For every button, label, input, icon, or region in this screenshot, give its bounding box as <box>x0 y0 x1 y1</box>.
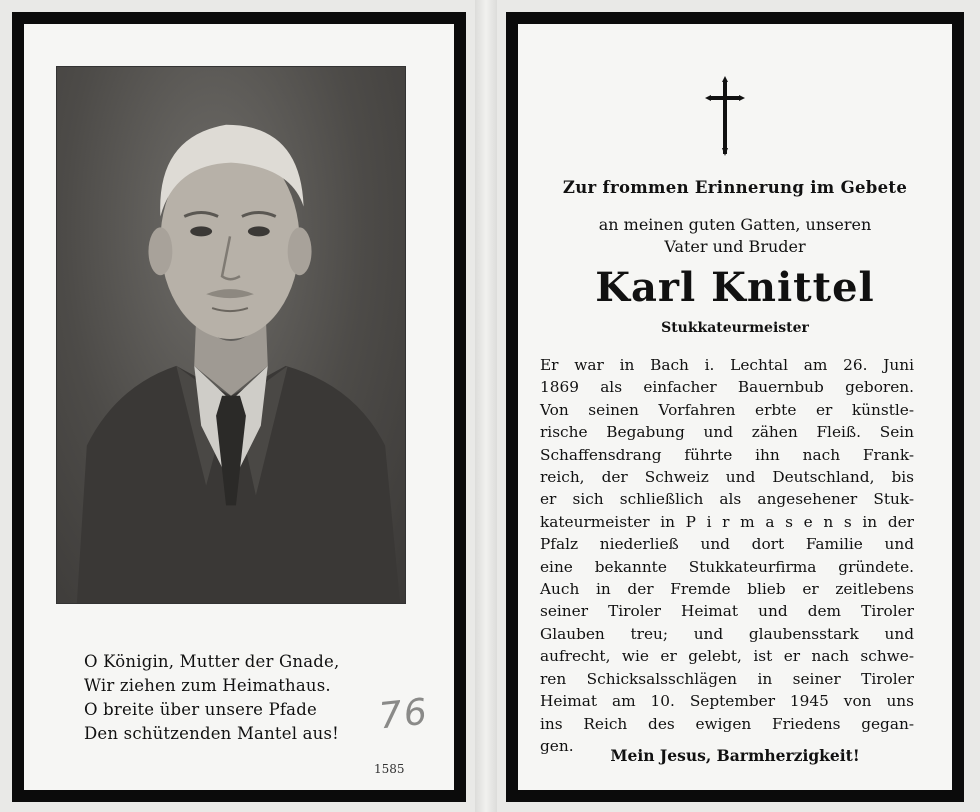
poem <box>84 650 339 746</box>
biography-line: Heimat am 10. September 1945 von uns <box>540 692 914 711</box>
portrait-photo <box>56 66 406 604</box>
occupation-title: Stukkateurmeister <box>661 320 809 336</box>
deceased-name: Karl Knittel <box>595 264 875 311</box>
biography-line: ren Schicksalsschlägen in seiner Tiroler <box>540 669 914 688</box>
poem-line: Wir ziehen zum Heimathaus. <box>84 676 331 695</box>
handwritten-number: 76 <box>376 691 431 738</box>
biography-line: Pfalz niederließ und dort Familie und <box>540 535 914 554</box>
biography-line: kateurmeister in P i r m a s e n s in der <box>540 512 914 531</box>
biography-line: 1869 als einfacher Bauernbub geboren. <box>540 378 914 397</box>
poem-line: Den schützenden Mantel aus! <box>84 724 339 743</box>
memorial-heading: Zur frommen Erinnerung im Gebete <box>562 178 908 197</box>
portrait-photo-drawing <box>57 67 405 603</box>
closing-prayer: Mein Jesus, Barmherzigkeit! <box>610 746 860 765</box>
biography-line: Glauben treu; und glaubensstark und <box>540 624 914 643</box>
cross-icon <box>705 76 745 156</box>
biography-line: Auch in der Fremde blieb er zeitlebens <box>540 580 914 599</box>
right-card-panel <box>506 12 964 802</box>
left-card-panel <box>12 12 466 802</box>
biography-line: Schaffensdrang führte ihn nach Frank- <box>540 445 914 464</box>
poem-line: O breite über unsere Pfade <box>84 700 317 719</box>
biography-line: rische Begabung und zähen Fleiß. Sein <box>540 423 914 442</box>
dedication-line: Vater und Bruder <box>664 237 806 256</box>
card-fold <box>475 0 497 812</box>
biography-line: ins Reich des ewigen Friedens gegan- <box>540 714 914 733</box>
biography-line: Von seinen Vorfahren erbte er künstle- <box>540 400 914 419</box>
biography-line: eine bekannte Stukkateurfirma gründete. <box>540 557 914 576</box>
biography-line: er sich schließlich als angesehener Stuk- <box>540 490 914 509</box>
dedication-line: an meinen guten Gatten, unseren <box>598 215 872 234</box>
biography-line: Er war in Bach i. Lechtal am 26. Juni <box>540 356 914 374</box>
biography-line: aufrecht, wie er gelebt, ist er nach schwe- <box>540 647 914 666</box>
biography-line: gen. <box>540 736 574 755</box>
biography-line: reich, der Schweiz und Deutschland, bis <box>540 468 914 487</box>
biography-line: seiner Tiroler Heimat und dem Tiroler <box>540 602 914 621</box>
poem-line: O Königin, Mutter der Gnade, <box>84 652 340 671</box>
biography <box>540 354 914 757</box>
card-number: 1585 <box>374 762 405 776</box>
dedication <box>518 214 952 258</box>
